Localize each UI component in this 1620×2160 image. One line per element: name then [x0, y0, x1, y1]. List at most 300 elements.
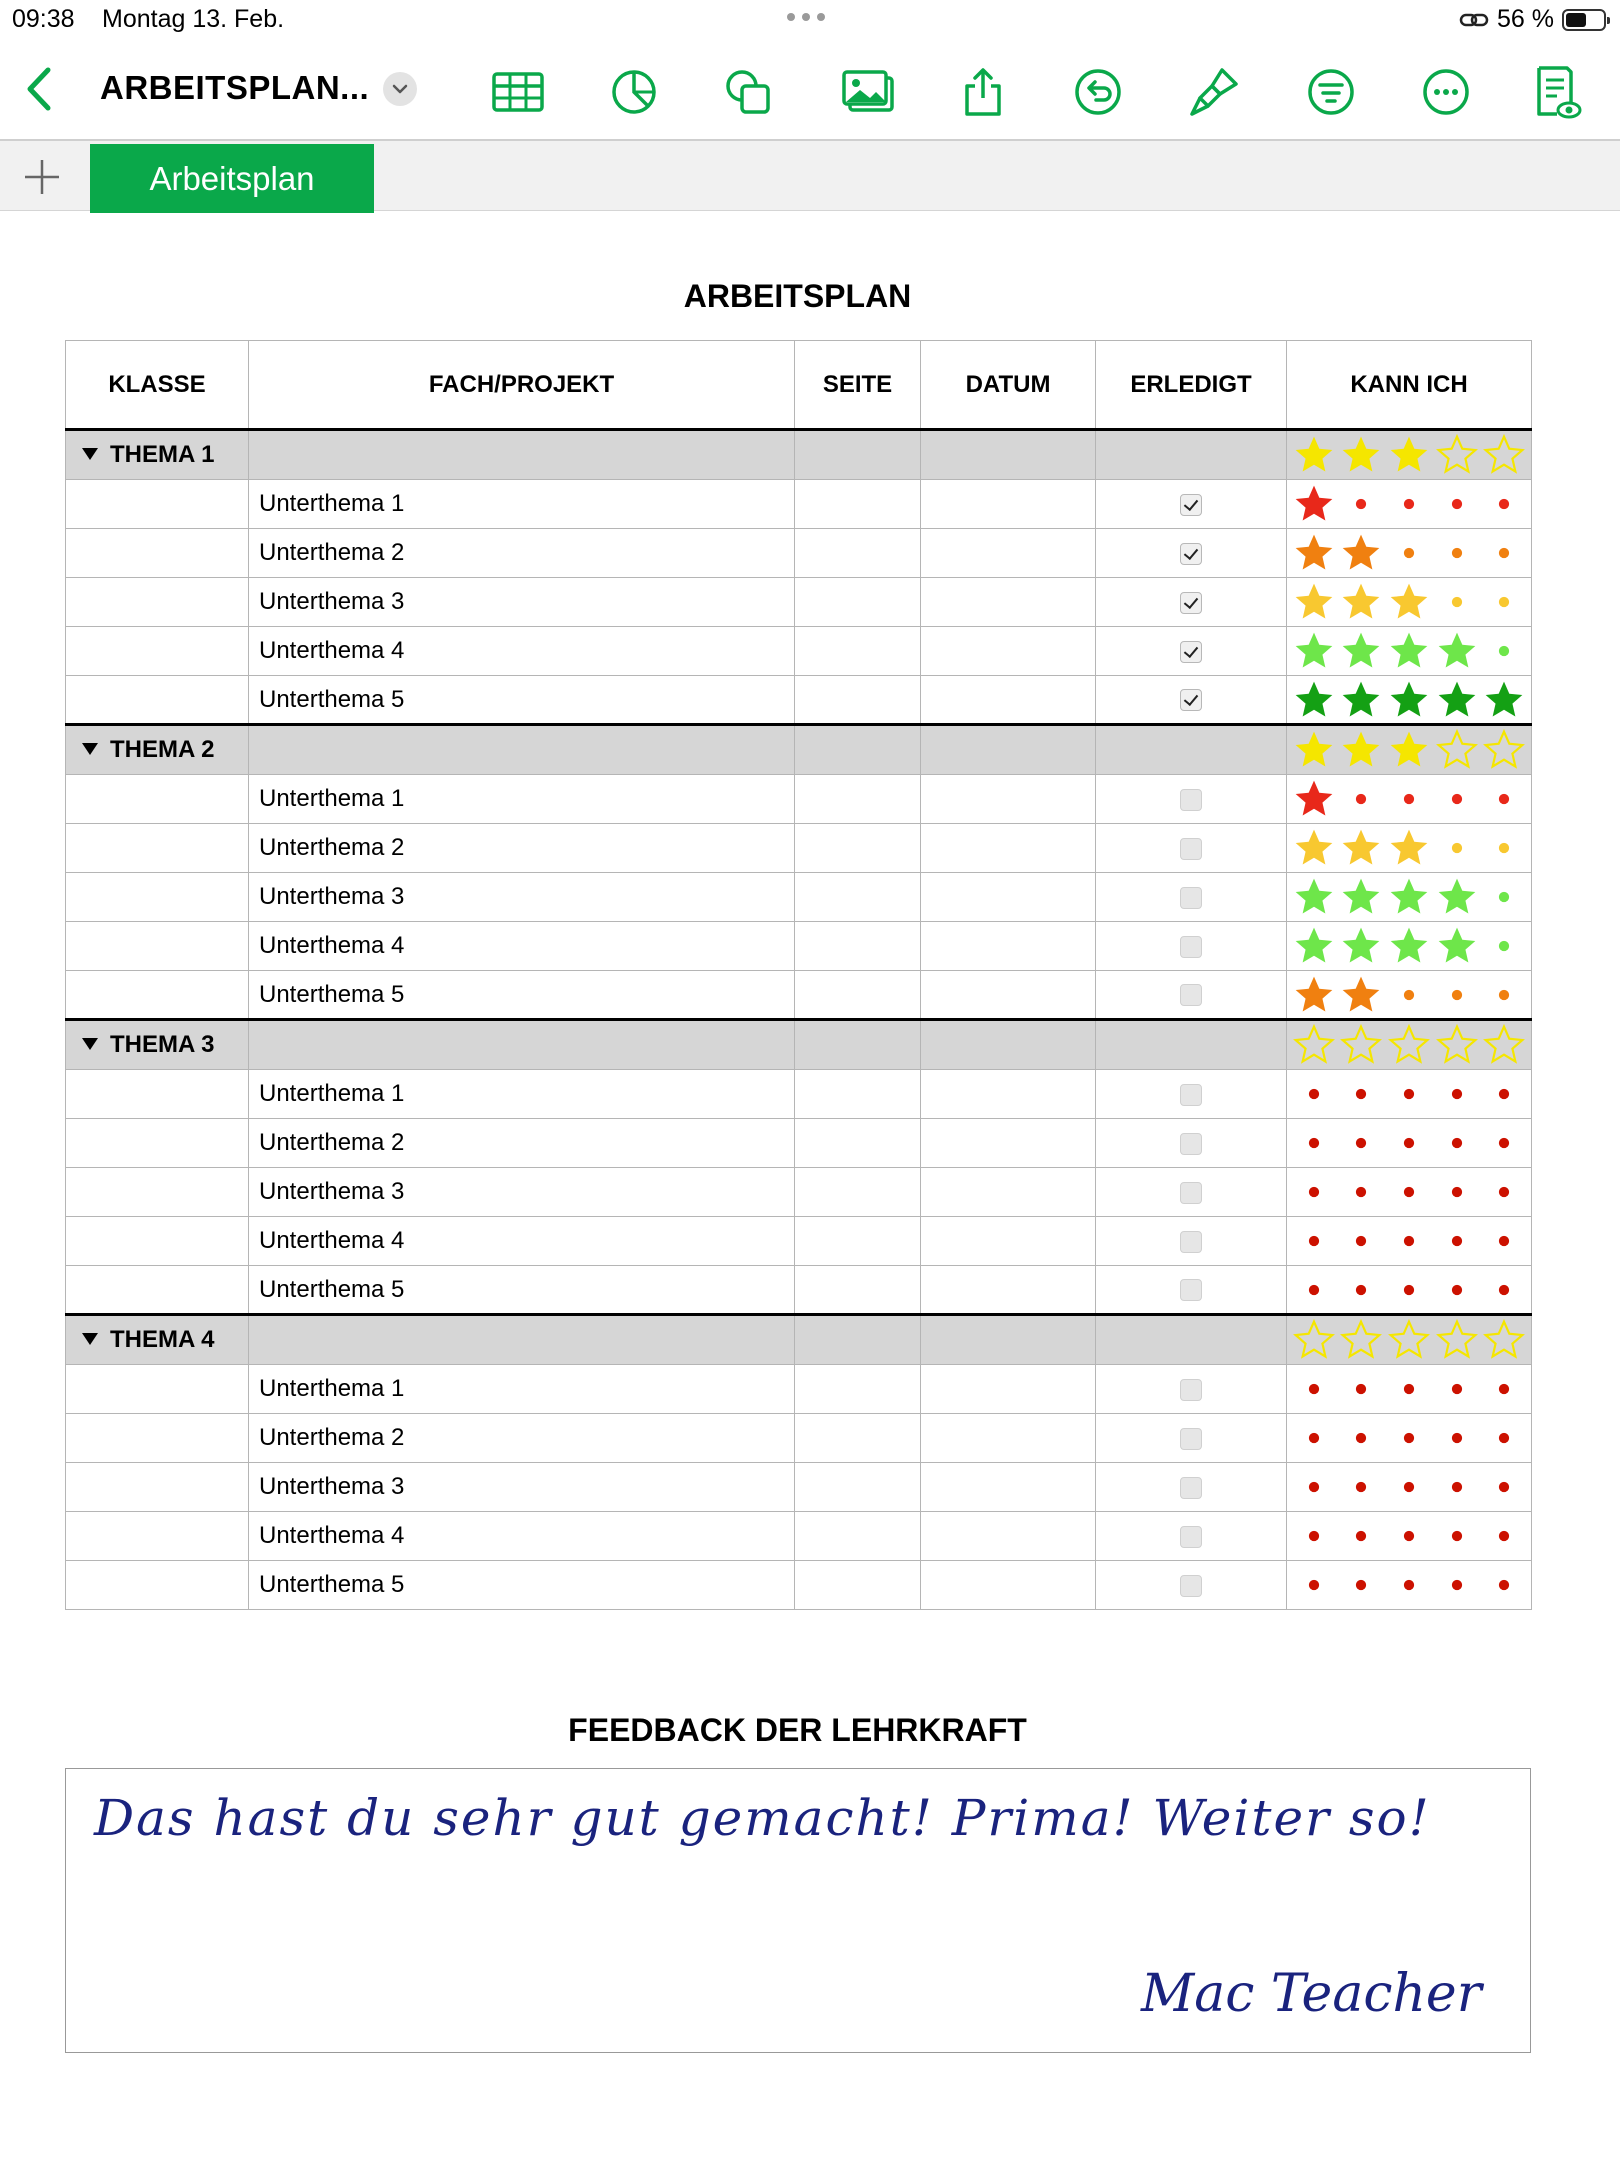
dot-icon: [1435, 1514, 1479, 1558]
klasse-cell[interactable]: [66, 1119, 249, 1168]
dot-icon: [1482, 1563, 1526, 1607]
klasse-cell[interactable]: [66, 1463, 249, 1512]
star-outline-icon: [1292, 1318, 1336, 1362]
done-checkbox[interactable]: [1180, 1379, 1202, 1401]
dot-icon: [1482, 629, 1526, 673]
star-outline-icon: [1482, 1318, 1526, 1362]
done-checkbox[interactable]: [1180, 1279, 1202, 1301]
fach-cell[interactable]: [249, 1266, 795, 1315]
battery-percent: 56 %: [1497, 5, 1554, 33]
seite-cell[interactable]: [795, 971, 921, 1020]
star-outline-icon: [1482, 1023, 1526, 1067]
chart-button[interactable]: [606, 64, 662, 120]
header-fach-projekt[interactable]: FACH/PROJEKT: [249, 341, 795, 430]
done-checkbox[interactable]: [1180, 1477, 1202, 1499]
kann-ich-cell[interactable]: [1287, 627, 1532, 676]
status-time: 09:38: [12, 5, 75, 33]
done-checkbox[interactable]: [1180, 984, 1202, 1006]
klasse-cell[interactable]: [66, 1561, 249, 1610]
erledigt-cell[interactable]: [1096, 1217, 1287, 1266]
kann-ich-cell[interactable]: [1287, 824, 1532, 873]
group-cell[interactable]: [1096, 725, 1287, 775]
header-seite[interactable]: SEITE: [795, 341, 921, 430]
plan-table: [65, 340, 1532, 1610]
seite-cell[interactable]: [795, 1414, 921, 1463]
table-row: [66, 1168, 1532, 1217]
group-cell[interactable]: [249, 430, 795, 480]
subtopic-label: Unterthema 1: [259, 1375, 405, 1402]
fach-cell[interactable]: [249, 480, 795, 529]
erledigt-cell[interactable]: [1096, 775, 1287, 824]
star-icon: [1339, 580, 1383, 624]
dot-icon: [1387, 1465, 1431, 1509]
done-checkbox[interactable]: [1180, 1182, 1202, 1204]
klasse-cell[interactable]: [66, 775, 249, 824]
reading-view-button[interactable]: [1527, 64, 1583, 120]
klasse-cell[interactable]: [66, 676, 249, 725]
summary-stars: [1287, 726, 1531, 774]
dot-icon: [1482, 1416, 1526, 1460]
group-label-cell[interactable]: [66, 1020, 249, 1070]
table-row: [66, 529, 1532, 578]
seite-cell[interactable]: [795, 480, 921, 529]
group-cell[interactable]: [795, 1315, 921, 1365]
kann-ich-cell[interactable]: [1287, 1414, 1532, 1463]
group-row: [66, 1020, 1532, 1070]
table-row: [66, 627, 1532, 676]
done-checkbox[interactable]: [1180, 1575, 1202, 1597]
seite-cell[interactable]: [795, 1561, 921, 1610]
disclosure-triangle-icon[interactable]: [82, 448, 98, 460]
group-cell[interactable]: [921, 725, 1096, 775]
table-button[interactable]: [490, 64, 546, 120]
datum-cell[interactable]: [921, 480, 1096, 529]
fach-cell[interactable]: [249, 1217, 795, 1266]
erledigt-cell[interactable]: [1096, 1561, 1287, 1610]
chart-icon: [606, 64, 662, 120]
subtopic-label: Unterthema 3: [259, 1473, 405, 1500]
group-label-cell[interactable]: [66, 1315, 249, 1365]
star-icon: [1435, 875, 1479, 919]
back-chevron-icon[interactable]: [20, 64, 60, 114]
group-cell[interactable]: [1096, 1315, 1287, 1365]
erledigt-cell[interactable]: [1096, 1070, 1287, 1119]
rating-stars[interactable]: [1287, 1561, 1531, 1609]
erledigt-cell[interactable]: [1096, 1512, 1287, 1561]
datum-cell[interactable]: [921, 1512, 1096, 1561]
kann-ich-cell[interactable]: [1287, 1561, 1532, 1610]
dot-icon: [1435, 1416, 1479, 1460]
star-icon: [1482, 678, 1526, 722]
fach-cell[interactable]: [249, 824, 795, 873]
seite-cell[interactable]: [795, 1168, 921, 1217]
klasse-cell[interactable]: [66, 480, 249, 529]
kann-ich-cell[interactable]: [1287, 1463, 1532, 1512]
rating-stars[interactable]: [1287, 1414, 1531, 1462]
kann-ich-cell[interactable]: [1287, 1168, 1532, 1217]
star-icon: [1339, 531, 1383, 575]
group-cell[interactable]: [249, 1020, 795, 1070]
shapes-button[interactable]: [720, 64, 776, 120]
rating-stars[interactable]: [1287, 1119, 1531, 1167]
seite-cell[interactable]: [795, 529, 921, 578]
group-label-cell[interactable]: [66, 430, 249, 480]
datum-cell[interactable]: [921, 1070, 1096, 1119]
shapes-icon: [720, 64, 776, 120]
star-icon: [1292, 826, 1336, 870]
datum-cell[interactable]: [921, 922, 1096, 971]
kann-ich-cell[interactable]: [1287, 480, 1532, 529]
group-cell[interactable]: [795, 1020, 921, 1070]
rating-stars[interactable]: [1287, 971, 1531, 1018]
done-checkbox[interactable]: [1180, 689, 1202, 711]
rating-stars[interactable]: [1287, 529, 1531, 577]
seite-cell[interactable]: [795, 824, 921, 873]
dot-icon: [1387, 1219, 1431, 1263]
klasse-cell[interactable]: [66, 1414, 249, 1463]
star-icon: [1292, 580, 1336, 624]
kann-ich-cell[interactable]: [1287, 971, 1532, 1020]
teacher-signature: Mac Teacher: [1141, 1964, 1482, 2024]
kann-ich-cell[interactable]: [1287, 529, 1532, 578]
group-rating-cell[interactable]: [1287, 1315, 1532, 1365]
group-rating-cell[interactable]: [1287, 430, 1532, 480]
link-icon: [1459, 10, 1489, 30]
table-row: [66, 1512, 1532, 1561]
dot-icon: [1339, 777, 1383, 821]
dot-icon: [1435, 1563, 1479, 1607]
group-row: [66, 430, 1532, 480]
rating-stars[interactable]: [1287, 1070, 1531, 1118]
dot-icon: [1435, 1170, 1479, 1214]
table-row: [66, 1365, 1532, 1414]
dot-icon: [1339, 1219, 1383, 1263]
klasse-cell[interactable]: [66, 1070, 249, 1119]
toolbar: [0, 42, 1620, 138]
group-title: THEMA 2: [110, 736, 215, 763]
fach-cell[interactable]: [249, 529, 795, 578]
fach-cell[interactable]: [249, 676, 795, 725]
rating-stars[interactable]: [1287, 676, 1531, 723]
seite-cell[interactable]: [795, 676, 921, 725]
done-checkbox[interactable]: [1180, 887, 1202, 909]
done-checkbox[interactable]: [1180, 1084, 1202, 1106]
erledigt-cell[interactable]: [1096, 1414, 1287, 1463]
fach-cell[interactable]: [249, 873, 795, 922]
summary-stars: [1287, 1316, 1531, 1364]
dot-icon: [1292, 1170, 1336, 1214]
klasse-cell[interactable]: [66, 1217, 249, 1266]
subtopic-label: Unterthema 2: [259, 1424, 405, 1451]
erledigt-cell[interactable]: [1096, 824, 1287, 873]
klasse-cell[interactable]: [66, 1266, 249, 1315]
klasse-cell[interactable]: [66, 627, 249, 676]
datum-cell[interactable]: [921, 1217, 1096, 1266]
header-erledigt[interactable]: ERLEDIGT: [1096, 341, 1287, 430]
format-button[interactable]: [1186, 64, 1242, 120]
dot-icon: [1339, 1170, 1383, 1214]
fach-cell[interactable]: [249, 1119, 795, 1168]
header-klasse[interactable]: KLASSE: [66, 341, 249, 430]
rating-stars[interactable]: [1287, 1365, 1531, 1413]
kann-ich-cell[interactable]: [1287, 1512, 1532, 1561]
header-row: [66, 341, 1532, 430]
document-title[interactable]: ARBEITSPLAN...: [100, 69, 370, 106]
rating-stars[interactable]: [1287, 1512, 1531, 1560]
rating-stars[interactable]: [1287, 824, 1531, 872]
table-row: [66, 578, 1532, 627]
erledigt-cell[interactable]: [1096, 1168, 1287, 1217]
done-checkbox[interactable]: [1180, 1428, 1202, 1450]
seite-cell[interactable]: [795, 1266, 921, 1315]
kann-ich-cell[interactable]: [1287, 578, 1532, 627]
dot-icon: [1482, 1170, 1526, 1214]
kann-ich-cell[interactable]: [1287, 1217, 1532, 1266]
seite-cell[interactable]: [795, 1070, 921, 1119]
status-right: [1459, 5, 1606, 34]
datum-cell[interactable]: [921, 1463, 1096, 1512]
kann-ich-cell[interactable]: [1287, 1070, 1532, 1119]
datum-cell[interactable]: [921, 1168, 1096, 1217]
kann-ich-cell[interactable]: [1287, 1266, 1532, 1315]
group-cell[interactable]: [1096, 430, 1287, 480]
fach-cell[interactable]: [249, 1512, 795, 1561]
rating-stars[interactable]: [1287, 1168, 1531, 1216]
datum-cell[interactable]: [921, 1119, 1096, 1168]
star-icon: [1387, 629, 1431, 673]
dot-icon: [1435, 1121, 1479, 1165]
erledigt-cell[interactable]: [1096, 529, 1287, 578]
group-cell[interactable]: [249, 725, 795, 775]
group-rating-cell[interactable]: [1287, 1020, 1532, 1070]
kann-ich-cell[interactable]: [1287, 1365, 1532, 1414]
seite-cell[interactable]: [795, 922, 921, 971]
star-icon: [1292, 875, 1336, 919]
datum-cell[interactable]: [921, 873, 1096, 922]
klasse-cell[interactable]: [66, 1365, 249, 1414]
table-row: [66, 971, 1532, 1020]
dot-icon: [1387, 1121, 1431, 1165]
header-kann-ich[interactable]: KANN ICH: [1287, 341, 1532, 430]
disclosure-triangle-icon[interactable]: [82, 1333, 98, 1345]
done-checkbox[interactable]: [1180, 592, 1202, 614]
star-icon: [1387, 433, 1431, 477]
fach-cell[interactable]: [249, 1365, 795, 1414]
datum-cell[interactable]: [921, 676, 1096, 725]
fach-cell[interactable]: [249, 775, 795, 824]
klasse-cell[interactable]: [66, 824, 249, 873]
group-cell[interactable]: [795, 430, 921, 480]
dot-icon: [1292, 1072, 1336, 1116]
star-icon: [1339, 924, 1383, 968]
done-checkbox[interactable]: [1180, 838, 1202, 860]
klasse-cell[interactable]: [66, 971, 249, 1020]
header-datum[interactable]: DATUM: [921, 341, 1096, 430]
klasse-cell[interactable]: [66, 873, 249, 922]
seite-cell[interactable]: [795, 1217, 921, 1266]
plus-icon[interactable]: [22, 157, 62, 197]
sheet-tab-bar: [0, 139, 1620, 211]
klasse-cell[interactable]: [66, 922, 249, 971]
group-cell[interactable]: [921, 1315, 1096, 1365]
erledigt-cell[interactable]: [1096, 1365, 1287, 1414]
dot-icon: [1482, 1514, 1526, 1558]
erledigt-cell[interactable]: [1096, 873, 1287, 922]
group-row: [66, 725, 1532, 775]
klasse-cell[interactable]: [66, 578, 249, 627]
fach-cell[interactable]: [249, 922, 795, 971]
group-label-cell[interactable]: [66, 725, 249, 775]
dot-icon: [1339, 1367, 1383, 1411]
datum-cell[interactable]: [921, 1365, 1096, 1414]
feedback-title: FEEDBACK DER LEHRKRAFT: [568, 1712, 1027, 1748]
subtopic-label: Unterthema 4: [259, 932, 405, 959]
star-icon: [1387, 728, 1431, 772]
dot-icon: [1435, 826, 1479, 870]
seite-cell[interactable]: [795, 775, 921, 824]
star-icon: [1339, 678, 1383, 722]
erledigt-cell[interactable]: [1096, 676, 1287, 725]
kann-ich-cell[interactable]: [1287, 922, 1532, 971]
seite-cell[interactable]: [795, 1119, 921, 1168]
seite-cell[interactable]: [795, 1512, 921, 1561]
dot-icon: [1482, 875, 1526, 919]
datum-cell[interactable]: [921, 1414, 1096, 1463]
fach-cell[interactable]: [249, 1414, 795, 1463]
star-outline-icon: [1339, 1023, 1383, 1067]
fach-cell[interactable]: [249, 627, 795, 676]
dot-icon: [1482, 1268, 1526, 1312]
rating-stars[interactable]: [1287, 480, 1531, 528]
done-checkbox[interactable]: [1180, 641, 1202, 663]
done-checkbox[interactable]: [1180, 1526, 1202, 1548]
erledigt-cell[interactable]: [1096, 578, 1287, 627]
datum-cell[interactable]: [921, 529, 1096, 578]
group-cell[interactable]: [921, 1020, 1096, 1070]
rating-stars[interactable]: [1287, 775, 1531, 823]
done-checkbox[interactable]: [1180, 543, 1202, 565]
feedback-box[interactable]: [65, 1768, 1531, 2053]
datum-cell[interactable]: [921, 1266, 1096, 1315]
dot-icon: [1387, 1268, 1431, 1312]
datum-cell[interactable]: [921, 971, 1096, 1020]
fach-cell[interactable]: [249, 1070, 795, 1119]
erledigt-cell[interactable]: [1096, 480, 1287, 529]
share-icon: [955, 64, 1011, 120]
kann-ich-cell[interactable]: [1287, 873, 1532, 922]
seite-cell[interactable]: [795, 627, 921, 676]
fach-cell[interactable]: [249, 1561, 795, 1610]
group-cell[interactable]: [921, 430, 1096, 480]
undo-button[interactable]: [1070, 64, 1126, 120]
dot-icon: [1387, 531, 1431, 575]
share-button[interactable]: [955, 64, 1011, 120]
rating-stars[interactable]: [1287, 1266, 1531, 1313]
dot-icon: [1292, 1121, 1336, 1165]
group-cell[interactable]: [1096, 1020, 1287, 1070]
rating-stars[interactable]: [1287, 627, 1531, 675]
seite-cell[interactable]: [795, 1365, 921, 1414]
erledigt-cell[interactable]: [1096, 971, 1287, 1020]
media-button[interactable]: [840, 64, 896, 120]
group-cell[interactable]: [249, 1315, 795, 1365]
dot-icon: [1435, 1367, 1479, 1411]
klasse-cell[interactable]: [66, 1512, 249, 1561]
dot-icon: [1387, 777, 1431, 821]
kann-ich-cell[interactable]: [1287, 1119, 1532, 1168]
datum-cell[interactable]: [921, 578, 1096, 627]
table-row: [66, 775, 1532, 824]
fach-cell[interactable]: [249, 1168, 795, 1217]
seite-cell[interactable]: [795, 1463, 921, 1512]
done-checkbox[interactable]: [1180, 789, 1202, 811]
rating-stars[interactable]: [1287, 1463, 1531, 1511]
title-menu-button[interactable]: [383, 72, 417, 106]
subtopic-label: Unterthema 3: [259, 883, 405, 910]
group-cell[interactable]: [795, 725, 921, 775]
dot-icon: [1482, 1072, 1526, 1116]
datum-cell[interactable]: [921, 627, 1096, 676]
rating-stars[interactable]: [1287, 578, 1531, 626]
datum-cell[interactable]: [921, 775, 1096, 824]
fach-cell[interactable]: [249, 1463, 795, 1512]
erledigt-cell[interactable]: [1096, 627, 1287, 676]
fach-cell[interactable]: [249, 971, 795, 1020]
summary-stars: [1287, 1021, 1531, 1069]
table-row: [66, 922, 1532, 971]
erledigt-cell[interactable]: [1096, 922, 1287, 971]
disclosure-triangle-icon[interactable]: [82, 1038, 98, 1050]
table-row: [66, 480, 1532, 529]
rating-stars[interactable]: [1287, 873, 1531, 921]
star-outline-icon: [1435, 433, 1479, 477]
datum-cell[interactable]: [921, 1561, 1096, 1610]
kann-ich-cell[interactable]: [1287, 676, 1532, 725]
dot-icon: [1292, 1465, 1336, 1509]
dot-icon: [1435, 1268, 1479, 1312]
erledigt-cell[interactable]: [1096, 1463, 1287, 1512]
klasse-cell[interactable]: [66, 529, 249, 578]
dot-icon: [1482, 482, 1526, 526]
datum-cell[interactable]: [921, 824, 1096, 873]
erledigt-cell[interactable]: [1096, 1119, 1287, 1168]
star-icon: [1387, 924, 1431, 968]
tab-arbeitsplan[interactable]: Arbeitsplan: [90, 144, 374, 213]
organize-button[interactable]: [1303, 64, 1359, 120]
multitasking-dots[interactable]: [787, 13, 825, 21]
rating-stars[interactable]: [1287, 922, 1531, 970]
more-button[interactable]: [1418, 64, 1474, 120]
done-checkbox[interactable]: [1180, 1231, 1202, 1253]
disclosure-triangle-icon[interactable]: [82, 743, 98, 755]
group-rating-cell[interactable]: [1287, 725, 1532, 775]
star-outline-icon: [1387, 1318, 1431, 1362]
done-checkbox[interactable]: [1180, 936, 1202, 958]
table-row: [66, 1414, 1532, 1463]
kann-ich-cell[interactable]: [1287, 775, 1532, 824]
erledigt-cell[interactable]: [1096, 1266, 1287, 1315]
chevron-down-icon: [383, 72, 417, 106]
dot-icon: [1339, 1465, 1383, 1509]
star-icon: [1339, 826, 1383, 870]
done-checkbox[interactable]: [1180, 494, 1202, 516]
rating-stars[interactable]: [1287, 1217, 1531, 1265]
seite-cell[interactable]: [795, 873, 921, 922]
done-checkbox[interactable]: [1180, 1133, 1202, 1155]
fach-cell[interactable]: [249, 578, 795, 627]
klasse-cell[interactable]: [66, 1168, 249, 1217]
seite-cell[interactable]: [795, 578, 921, 627]
